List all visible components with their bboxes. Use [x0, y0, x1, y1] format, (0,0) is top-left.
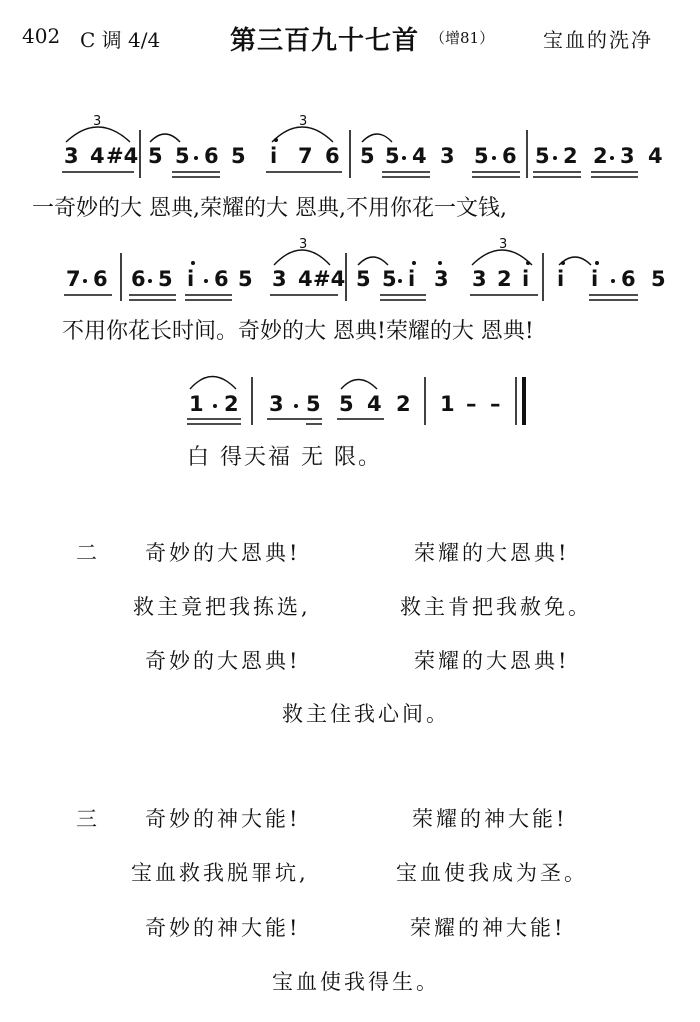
verse-line: 奇妙的大恩典! — [145, 541, 301, 565]
hymn-title-note: （增81） — [430, 29, 495, 47]
note: 3 — [272, 267, 287, 291]
note: 5 — [175, 144, 190, 168]
note: 4 — [367, 392, 382, 416]
octave-dot — [561, 261, 565, 265]
octave-dot — [526, 261, 530, 265]
verse-line: 荣耀的神大能! — [412, 807, 568, 831]
note: 2 — [396, 392, 411, 416]
note: 3 — [434, 267, 449, 291]
note: 4 — [648, 144, 663, 168]
note: 4 — [90, 144, 105, 168]
note: – — [490, 392, 501, 416]
note: 5 — [360, 144, 375, 168]
slur — [190, 377, 236, 390]
note: 2 — [593, 144, 608, 168]
note: i — [522, 267, 530, 291]
dot — [553, 156, 557, 160]
lyric-line-2: 不用你花长时间。奇妙的大 恩典!荣耀的大 恩典! — [62, 319, 534, 344]
note: 4 — [298, 267, 313, 291]
verse-line: 荣耀的神大能! — [410, 916, 566, 940]
slur — [472, 250, 532, 265]
octave-dot — [595, 261, 599, 265]
verse-line: 奇妙的神大能! — [145, 807, 301, 831]
dot — [148, 279, 152, 283]
note: 5 — [535, 144, 550, 168]
verse-number: 三 — [76, 807, 100, 831]
slur — [341, 380, 377, 390]
verse-line: 宝血救我脱罪坑, — [131, 861, 309, 885]
note: 2 — [497, 267, 512, 291]
note: 6 — [325, 144, 340, 168]
note: 5 — [651, 267, 666, 291]
note: – — [466, 392, 477, 416]
note: 5 — [474, 144, 489, 168]
verse-number: 二 — [76, 541, 100, 565]
dot — [492, 156, 496, 160]
dot — [610, 156, 614, 160]
slur — [362, 134, 392, 142]
note: 3 — [64, 144, 79, 168]
slur — [150, 134, 180, 142]
note: i — [591, 267, 599, 291]
note: 1 — [189, 392, 204, 416]
verse-line: 荣耀的大恩典! — [414, 649, 570, 673]
triplet-mark: 3 — [499, 237, 508, 252]
note: 7 — [66, 267, 81, 291]
note: 5 — [148, 144, 163, 168]
octave-dot — [274, 138, 278, 142]
hymn-title: 第三百九十七首 — [230, 26, 420, 56]
note: 5 — [238, 267, 253, 291]
verse-line: 奇妙的大恩典! — [145, 649, 301, 673]
note: 5 — [158, 267, 173, 291]
triplet-mark: 3 — [93, 114, 102, 129]
note: i — [408, 267, 416, 291]
dot — [213, 404, 217, 408]
slur — [274, 250, 330, 265]
key-signature: C 调 4/4 — [80, 28, 161, 52]
lyric-line-3: 白 得天福 无 限。 — [187, 445, 382, 470]
note: 6 — [621, 267, 636, 291]
note: 3 — [472, 267, 487, 291]
note: 6 — [93, 267, 108, 291]
note: 5 — [385, 144, 400, 168]
octave-dot — [438, 261, 442, 265]
lyric-line-1: 一奇妙的大 恩典,荣耀的大 恩典,不用你花一文钱, — [32, 196, 507, 221]
slur — [66, 127, 130, 142]
note: 3 — [269, 392, 284, 416]
note: i — [557, 267, 565, 291]
dot — [194, 156, 198, 160]
verse-line: 奇妙的神大能! — [145, 916, 301, 940]
note: 4 — [412, 144, 427, 168]
dot — [611, 279, 615, 283]
note: 6 — [131, 267, 146, 291]
dot — [398, 279, 402, 283]
verse-line: 宝血使我得生。 — [272, 970, 440, 994]
note: 2 — [224, 392, 239, 416]
slur — [358, 257, 388, 265]
note: i — [187, 267, 195, 291]
note: 6 — [502, 144, 517, 168]
dot — [294, 404, 298, 408]
note: 6 — [214, 267, 229, 291]
octave-dot — [412, 261, 416, 265]
note: 5 — [339, 392, 354, 416]
note: 3 — [620, 144, 635, 168]
note: 1 — [440, 392, 455, 416]
note: 5 — [382, 267, 397, 291]
note: 5 — [231, 144, 246, 168]
verse-line: 救主肯把我赦免。 — [400, 595, 592, 619]
hymn-number: 402 — [22, 24, 61, 48]
octave-dot — [191, 261, 195, 265]
note: 5 — [356, 267, 371, 291]
verse-line: 荣耀的大恩典! — [414, 541, 570, 565]
dot — [204, 279, 208, 283]
triplet-mark: 3 — [299, 114, 308, 129]
note: 5 — [306, 392, 321, 416]
verse-line: 救主住我心间。 — [282, 702, 450, 726]
note: 6 — [204, 144, 219, 168]
note: 2 — [563, 144, 578, 168]
slur — [272, 127, 333, 142]
dot — [83, 279, 87, 283]
triplet-mark: 3 — [299, 237, 308, 252]
note: i — [270, 144, 278, 168]
note: #4 — [106, 144, 139, 168]
note: 7 — [298, 144, 313, 168]
note: 3 — [440, 144, 455, 168]
dot — [402, 156, 406, 160]
note: #4 — [313, 267, 346, 291]
verse-line: 救主竟把我拣选, — [133, 595, 311, 619]
hymn-name: 宝血的洗净 — [543, 28, 653, 52]
verse-line: 宝血使我成为圣。 — [396, 861, 588, 885]
